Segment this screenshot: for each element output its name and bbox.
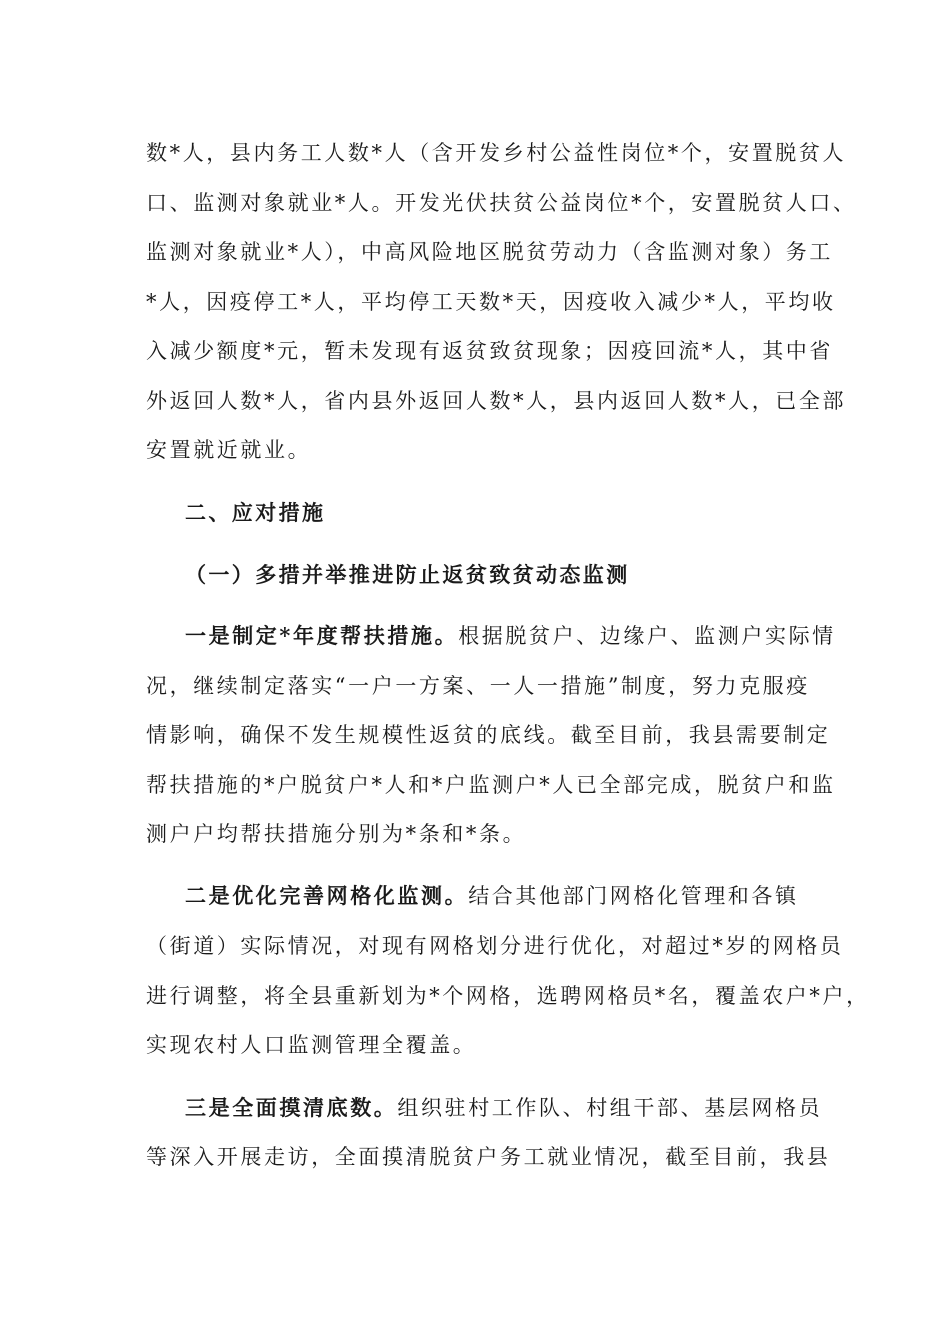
paragraph-line: 情影响，确保不发生规模性返贫的底线。截至目前，我县需要制定 xyxy=(146,723,831,747)
item-lead: 三是全面摸清底数。 xyxy=(185,1095,398,1120)
item-lead: 一是制定*年度帮扶措施。 xyxy=(185,623,459,648)
paragraph-line: 测户户均帮扶措施分别为*条和*条。 xyxy=(146,822,527,846)
item-first-line xyxy=(185,1094,822,1122)
item-text: 组织驻村工作队、村组干部、基层网格员 xyxy=(397,1096,823,1120)
subsection-heading: （一）多措并举推进防止返贫致贫动态监测 xyxy=(185,562,630,587)
paragraph-line: 口、监测对象就业*人。开发光伏扶贫公益岗位*个，安置脱贫人口、 xyxy=(146,191,857,215)
paragraph-line: 况，继续制定落实“一户一方案、一人一措施”制度，努力克服疫 xyxy=(146,674,810,698)
paragraph-line: 外返回人数*人，省内县外返回人数*人，县内返回人数*人，已全部 xyxy=(146,389,847,413)
paragraph-line: 进行调整，将全县重新划为*个网格，选聘网格员*名，覆盖农户*户， xyxy=(146,984,870,1008)
paragraph-line: *人，因疫停工*人，平均停工天数*天，因疫收入减少*人，平均收 xyxy=(146,290,836,314)
paragraph-line: 帮扶措施的*户脱贫户*人和*户监测户*人已全部完成，脱贫户和监 xyxy=(146,773,836,797)
paragraph-line: 等深入开展走访，全面摸清脱贫户务工就业情况，截至目前，我县 xyxy=(146,1145,831,1169)
item-lead: 二是优化完善网格化监测。 xyxy=(185,883,469,908)
paragraph-line: 监测对象就业*人），中高风险地区脱贫劳动力（含监测对象）务工 xyxy=(146,240,833,264)
paragraph-line: 数*人，县内务工人数*人（含开发乡村公益性岗位*个，安置脱贫人 xyxy=(146,141,847,165)
item-text: 根据脱贫户、边缘户、监测户实际情 xyxy=(458,624,836,648)
paragraph-line: 实现农村人口监测管理全覆盖。 xyxy=(146,1033,477,1057)
paragraph-line: 安置就近就业。 xyxy=(146,438,312,462)
paragraph-line: （街道）实际情况，对现有网格划分进行优化，对超过*岁的网格员 xyxy=(146,934,844,958)
paragraph-line: 入减少额度*元，暂未发现有返贫致贫现象；因疫回流*人，其中省 xyxy=(146,339,833,363)
section-heading: 二、应对措施 xyxy=(185,500,326,525)
item-first-line xyxy=(185,882,799,910)
item-first-line xyxy=(185,622,836,650)
item-text: 结合其他部门网格化管理和各镇 xyxy=(468,884,799,908)
